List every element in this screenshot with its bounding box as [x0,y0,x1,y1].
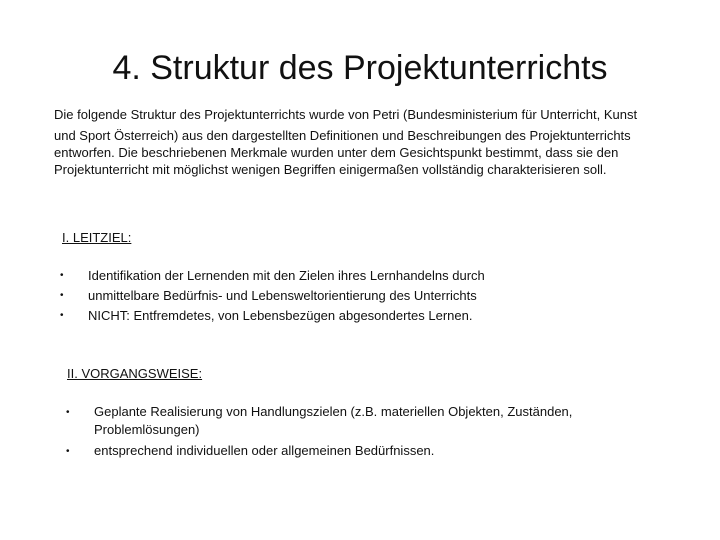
intro-line: und Sport Österreich) aus den dargestellten Definitionen und Beschreibungen des Projektunterrichts [54,128,631,143]
list-item [60,286,680,306]
list-item-text: unmittelbare Bedürfnis- und Lebensweltorientierung des Unterrichts [88,288,477,303]
bullet-icon: • [60,270,64,281]
vorgangsweise-list [66,403,666,463]
intro-paragraph [54,106,694,178]
list-item-text: entsprechend individuellen oder allgemeinen Bedürfnissen. [94,443,435,458]
list-item [66,403,666,439]
list-item-text: Identifikation der Lernenden mit den Zielen ihres Lernhandelns durch [88,268,485,283]
list-item-text: NICHT: Entfremdetes, von Lebensbezügen abgesondertes Lernen. [88,308,473,323]
list-item [60,266,680,286]
slide-title: 4. Struktur des Projektunterrichts [112,49,608,87]
section-heading-leitziel: I. LEITZIEL: [62,230,132,245]
intro-line: Projektunterricht mit möglichst wenigen Begriffen einigermaßen vollständig charakterisieren soll. [54,162,607,177]
intro-line: Die folgende Struktur des Projektunterrichts wurde von Petri (Bundesministerium für Unterricht, Kunst [54,107,638,122]
bullet-icon: • [60,290,64,301]
bullet-icon: • [66,446,70,457]
list-item-text: Geplante Realisierung von Handlungszielen (z.B. materiellen Objekten, Zuständen, Problemlösungen) [94,404,573,437]
intro-line: entworfen. Die beschriebenen Merkmale wurden unter dem Gesichtspunkt bestimmt, dass sie den [54,145,619,160]
leitziel-list [60,266,680,326]
bullet-icon: • [66,407,70,418]
list-item [66,442,666,460]
list-item [60,306,680,326]
section-heading-vorgangsweise: II. VORGANGSWEISE: [67,366,203,381]
bullet-icon: • [60,310,64,321]
